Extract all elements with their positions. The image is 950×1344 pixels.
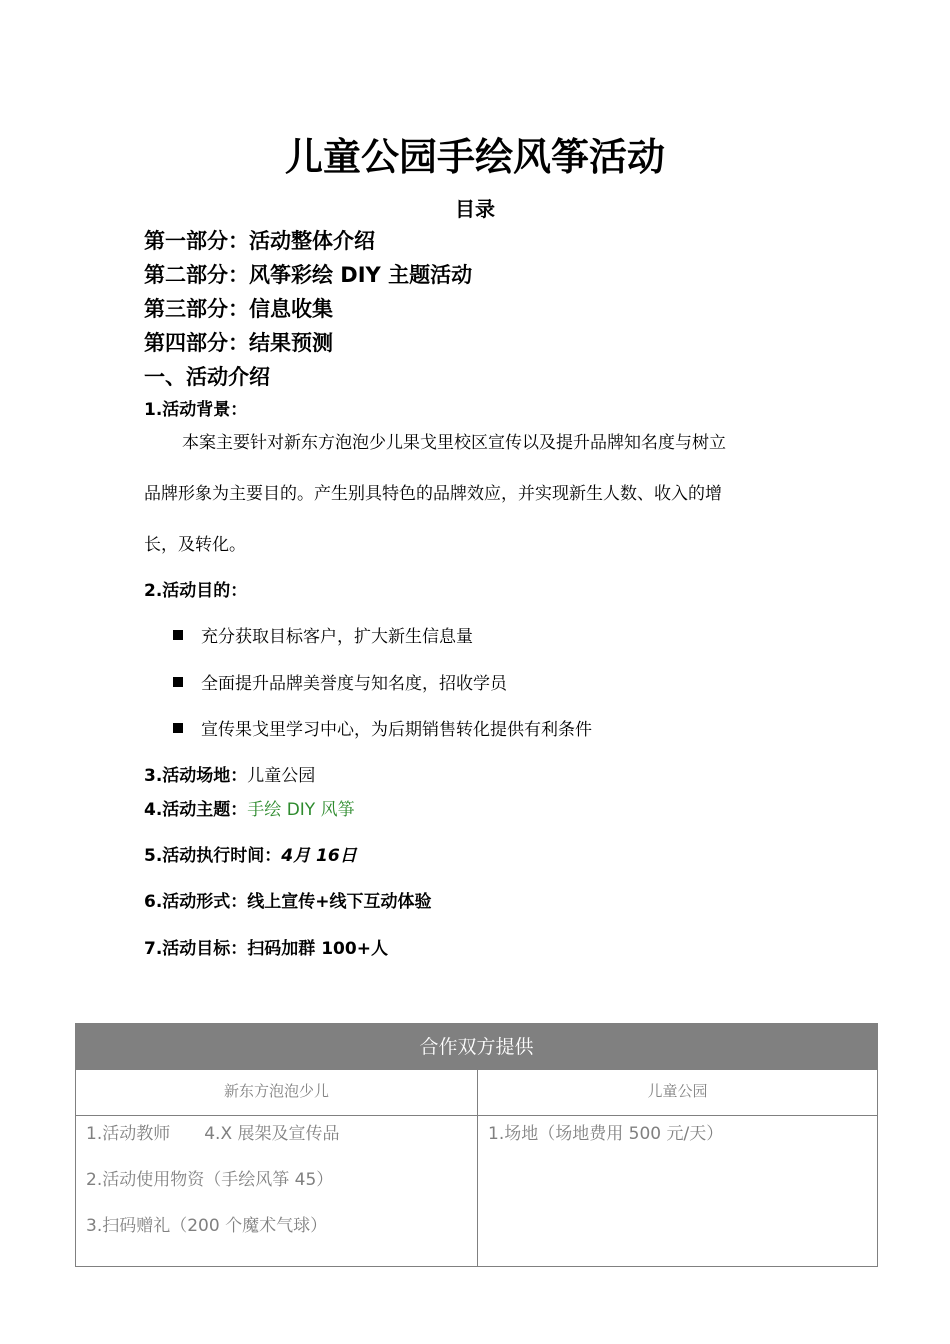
table-header: 合作双方提供 bbox=[76, 1024, 877, 1070]
time-value: 4月 16日 bbox=[281, 846, 357, 866]
square-bullet-icon bbox=[173, 630, 183, 640]
toc-item-3: 第三部分：信息收集 bbox=[144, 297, 333, 321]
purpose-item-text: 充分获取目标客户，扩大新生信息量 bbox=[201, 627, 473, 647]
toc-item-1: 第一部分：活动整体介绍 bbox=[144, 229, 375, 253]
toc-item-4: 第四部分：结果预测 bbox=[144, 331, 333, 355]
purpose-label: 2.活动目的： bbox=[144, 581, 248, 601]
column-header-left: 新东方泡泡少儿 bbox=[76, 1070, 478, 1116]
cooperation-table bbox=[75, 1023, 878, 1267]
cell-line: 1.活动教师 4.X 展架及宣传品 bbox=[86, 1124, 340, 1144]
goal-row bbox=[144, 937, 388, 961]
toc-heading: 目录 bbox=[455, 197, 495, 221]
form-label: 6.活动形式： bbox=[144, 892, 248, 912]
venue-row bbox=[144, 764, 315, 788]
theme-label: 4.活动主题： bbox=[144, 800, 248, 820]
square-bullet-icon bbox=[173, 677, 183, 687]
cell-line: 2.活动使用物资（手绘风筝 45） bbox=[86, 1170, 334, 1190]
theme-value: 手绘 DIY 风筝 bbox=[247, 800, 355, 820]
table-cell-right bbox=[478, 1116, 877, 1266]
table-cell-left bbox=[76, 1116, 478, 1266]
form-row bbox=[144, 890, 432, 914]
venue-value: 儿童公园 bbox=[247, 766, 316, 786]
form-value: 线上宣传+线下互动体验 bbox=[247, 892, 432, 912]
toc-item-2: 第二部分：风筝彩绘 DIY 主题活动 bbox=[144, 263, 473, 287]
background-line-1: 本案主要针对新东方泡泡少儿果戈里校区宣传以及提升品牌知名度与树立 bbox=[182, 433, 726, 453]
theme-row bbox=[144, 798, 355, 822]
document-title: 儿童公园手绘风筝活动 bbox=[284, 135, 665, 179]
background-line-2: 品牌形象为主要目的。产生别具特色的品牌效应，并实现新生人数、收入的增 bbox=[144, 484, 722, 504]
purpose-item-3 bbox=[173, 718, 592, 742]
purpose-item-2 bbox=[173, 672, 507, 696]
purpose-item-1 bbox=[173, 625, 473, 649]
cell-line: 3.扫码赠礼（200 个魔术气球） bbox=[86, 1216, 328, 1236]
purpose-item-text: 宣传果戈里学习中心，为后期销售转化提供有利条件 bbox=[201, 720, 592, 740]
square-bullet-icon bbox=[173, 723, 183, 733]
purpose-item-text: 全面提升品牌美誉度与知名度，招收学员 bbox=[201, 674, 507, 694]
venue-label: 3.活动场地： bbox=[144, 766, 248, 786]
goal-value: 扫码加群 100+人 bbox=[247, 939, 388, 959]
column-header-right: 儿童公园 bbox=[478, 1070, 877, 1116]
time-row bbox=[144, 844, 357, 868]
cell-line: 1.场地（场地费用 500 元/天） bbox=[488, 1124, 724, 1144]
background-line-3: 长，及转化。 bbox=[144, 535, 246, 555]
background-label: 1.活动背景： bbox=[144, 400, 248, 420]
time-label: 5.活动执行时间： bbox=[144, 846, 282, 866]
section-heading-intro: 一、活动介绍 bbox=[144, 365, 270, 389]
goal-label: 7.活动目标： bbox=[144, 939, 248, 959]
